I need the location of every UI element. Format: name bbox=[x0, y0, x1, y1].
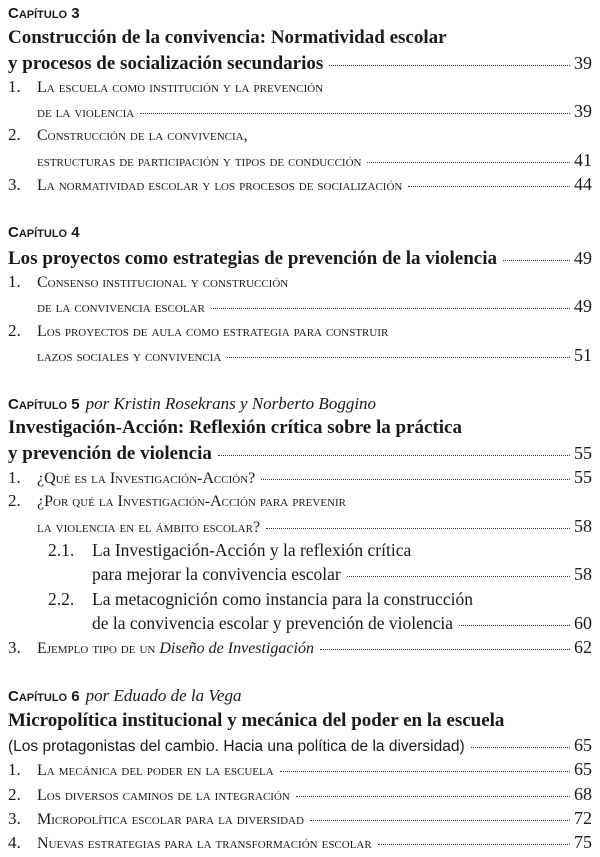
dot-leader bbox=[408, 186, 570, 187]
chapter-title-line: Construcción de la convivencia: Normatividad escolar bbox=[8, 27, 447, 49]
chapter-label-text: Capítulo 6 bbox=[8, 688, 80, 706]
entry-text: Construcción de la convivencia, bbox=[37, 127, 248, 145]
dot-leader bbox=[320, 649, 570, 650]
chapter-title bbox=[8, 26, 592, 50]
chapter-title bbox=[8, 51, 592, 75]
entry-number: 2. bbox=[8, 784, 21, 804]
toc-entry-cont bbox=[8, 343, 592, 367]
chapter-label bbox=[8, 684, 592, 708]
page-number: 51 bbox=[574, 344, 592, 365]
toc-subentry-cont bbox=[8, 611, 592, 635]
entry-text: La Investigación-Acción y la reflexión crítica bbox=[92, 539, 412, 560]
toc-entry-cont bbox=[8, 148, 592, 172]
entry-text: La mecánica del poder en la escuela bbox=[37, 762, 274, 780]
entry-text: de la convivencia escolar y prevención de violencia bbox=[92, 612, 454, 633]
entry-text: de la convivencia escolar bbox=[37, 299, 205, 317]
toc-subentry bbox=[8, 587, 592, 611]
entry-text: ¿Qué es la Investigación-Acción? bbox=[37, 470, 256, 488]
entry-number: 2. bbox=[8, 320, 21, 340]
toc-entry bbox=[8, 75, 592, 99]
toc-entry-cont bbox=[8, 514, 592, 538]
dot-leader bbox=[296, 796, 570, 797]
entry-text: Los diversos caminos de la integración bbox=[37, 786, 290, 804]
dot-leader bbox=[218, 455, 570, 456]
dot-leader bbox=[261, 479, 570, 480]
entry-number: 3. bbox=[8, 638, 21, 658]
toc-entry bbox=[8, 172, 592, 196]
toc-entry bbox=[8, 830, 592, 854]
toc-entry bbox=[8, 489, 592, 513]
entry-number: 2.2. bbox=[48, 588, 75, 609]
chapter-title-line: Micropolítica institucional y mecánica del poder en la escuela bbox=[8, 709, 505, 731]
page-number: 41 bbox=[574, 149, 592, 170]
dot-leader bbox=[140, 113, 570, 114]
dot-leader bbox=[347, 576, 570, 577]
dot-leader bbox=[211, 308, 570, 309]
entry-text: Micropolítica escolar para la diversidad bbox=[37, 810, 304, 828]
dot-leader bbox=[367, 162, 570, 163]
page-number: 39 bbox=[574, 52, 592, 73]
page-number: 75 bbox=[574, 832, 592, 853]
toc-entry bbox=[8, 782, 592, 806]
page-number: 58 bbox=[574, 564, 592, 585]
toc-entry bbox=[8, 319, 592, 343]
chapter-label-text: Capítulo 4 bbox=[8, 224, 80, 242]
page-number: 58 bbox=[574, 515, 592, 536]
entry-text: para mejorar la convivencia escolar bbox=[92, 564, 341, 585]
entry-number: 1. bbox=[8, 468, 21, 488]
entry-text: Los proyectos de aula como estrategia para construir bbox=[37, 322, 389, 340]
toc-entry bbox=[8, 465, 592, 489]
entry-text: Consenso institucional y construcción bbox=[37, 273, 289, 291]
chapter-label bbox=[8, 221, 592, 245]
entry-text: estructuras de participación y tipos de conducción bbox=[37, 152, 362, 170]
dot-leader bbox=[378, 844, 570, 845]
chapter-title bbox=[8, 709, 592, 733]
chapter-title bbox=[8, 416, 592, 440]
dot-leader bbox=[310, 820, 570, 821]
entry-number: 1. bbox=[8, 271, 21, 291]
page-number: 60 bbox=[574, 612, 592, 633]
entry-text: lazos sociales y convivencia bbox=[37, 347, 222, 365]
chapter-label-text: Capítulo 5 bbox=[8, 396, 80, 414]
dot-leader bbox=[329, 65, 570, 66]
dot-leader bbox=[459, 625, 570, 626]
page-number: 44 bbox=[574, 174, 592, 195]
chapter-4 bbox=[8, 221, 592, 367]
page-number: 65 bbox=[574, 759, 592, 780]
dot-leader bbox=[503, 260, 570, 261]
entry-number: 3. bbox=[8, 175, 21, 195]
chapter-label bbox=[8, 2, 592, 26]
entry-text: La escuela como institución y la prevención bbox=[37, 78, 324, 96]
chapter-6 bbox=[8, 684, 592, 854]
chapter-title-line: y procesos de socialización secundarios bbox=[8, 52, 324, 74]
entry-number: 2. bbox=[8, 491, 21, 511]
toc-entry bbox=[8, 270, 592, 294]
chapter-subtitle-text: (Los protagonistas del cambio. Hacia una política de la diversidad) bbox=[8, 738, 465, 756]
page-number: 68 bbox=[574, 783, 592, 804]
chapter-label bbox=[8, 392, 592, 416]
entry-text: Ejemplo tipo de un bbox=[37, 640, 160, 658]
toc-entry bbox=[8, 123, 592, 147]
entry-number: 1. bbox=[8, 76, 21, 96]
page-number: 62 bbox=[574, 637, 592, 658]
dot-leader bbox=[280, 771, 570, 772]
toc-entry bbox=[8, 757, 592, 781]
entry-number: 2.1. bbox=[48, 539, 75, 560]
toc-entry-cont bbox=[8, 99, 592, 123]
chapter-title-line: Los proyectos como estrategias de prevención de la violencia bbox=[8, 247, 498, 269]
toc-entry bbox=[8, 806, 592, 830]
dot-leader bbox=[471, 747, 570, 748]
entry-text-italic: Diseño de Investigación bbox=[159, 640, 314, 658]
toc-subentry-cont bbox=[8, 562, 592, 586]
entry-text: La metacognición como instancia para la construcción bbox=[92, 588, 473, 609]
toc-entry bbox=[8, 635, 592, 659]
page-number: 49 bbox=[574, 296, 592, 317]
page-number: 55 bbox=[574, 467, 592, 488]
chapter-label-text: Capítulo 3 bbox=[8, 5, 80, 22]
chapter-title-line: y prevención de violencia bbox=[8, 442, 212, 464]
chapter-subtitle bbox=[8, 733, 592, 757]
chapter-title bbox=[8, 246, 592, 270]
entry-text: Nuevas estrategias para la transformación escolar bbox=[37, 835, 372, 853]
entry-number: 3. bbox=[8, 808, 21, 828]
page-number: 72 bbox=[574, 807, 592, 828]
entry-text: ¿Por qué la Investigación-Acción para prevenir bbox=[37, 493, 346, 511]
page-number: 55 bbox=[574, 442, 592, 463]
entry-number: 2. bbox=[8, 125, 21, 145]
dot-leader bbox=[227, 357, 570, 358]
entry-number: 1. bbox=[8, 760, 21, 780]
entry-text: la violencia en el ámbito escolar? bbox=[37, 518, 261, 536]
entry-number: 4. bbox=[8, 833, 21, 853]
page-number: 49 bbox=[574, 247, 592, 268]
page-number: 39 bbox=[574, 101, 592, 122]
entry-text: de la violencia bbox=[37, 104, 135, 122]
entry-text: La normatividad escolar y los procesos de socialización bbox=[37, 177, 403, 195]
page-number: 65 bbox=[574, 735, 592, 756]
toc-subentry bbox=[8, 538, 592, 562]
chapter-5 bbox=[8, 392, 592, 659]
chapter-title-line: Investigación-Acción: Reflexión crítica sobre la práctica bbox=[8, 417, 462, 439]
chapter-author: por Kristin Rosekrans y Norberto Boggino bbox=[85, 394, 377, 414]
chapter-3 bbox=[8, 2, 592, 196]
chapter-author: por Eduado de la Vega bbox=[85, 686, 242, 706]
toc-entry-cont bbox=[8, 294, 592, 318]
chapter-title bbox=[8, 441, 592, 465]
dot-leader bbox=[266, 528, 570, 529]
